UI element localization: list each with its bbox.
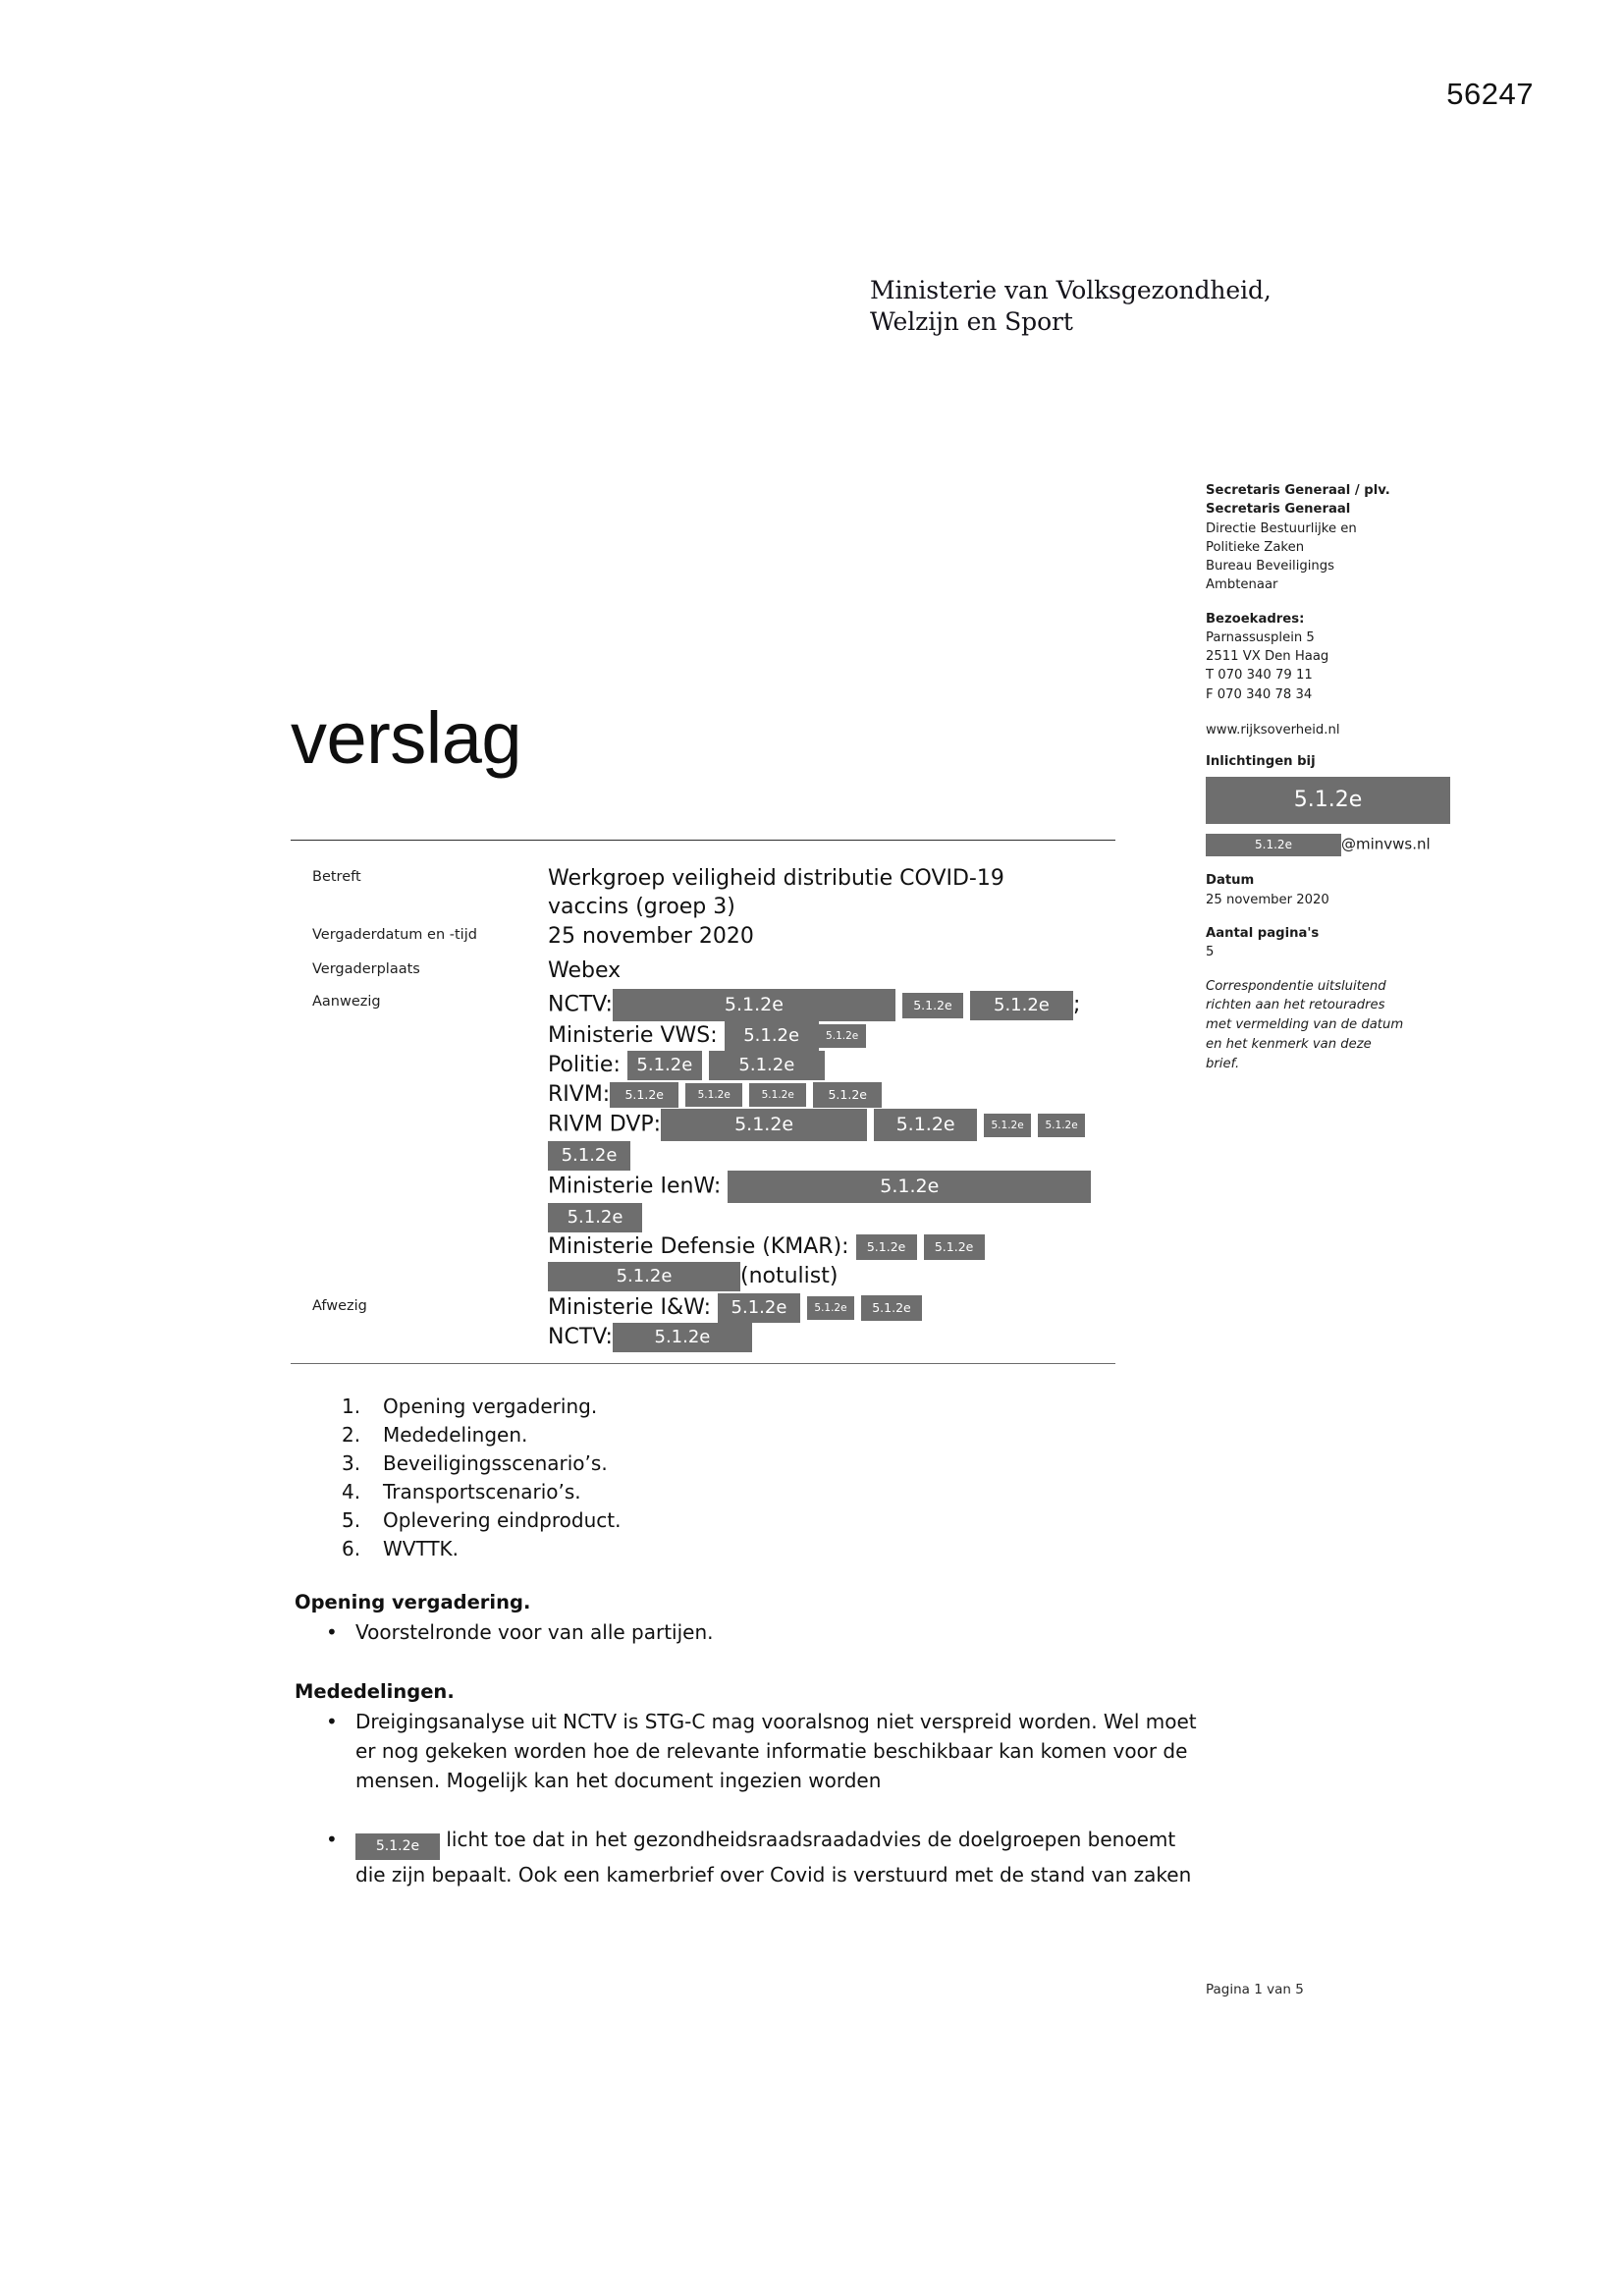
redacted-attendee: 5.1.2e (613, 1323, 752, 1352)
masthead-line-1: Ministerie van Volksgezondheid, (870, 276, 1272, 304)
attendee-line-vws (548, 1021, 1157, 1051)
note-line-1: Correspondentie uitsluitend (1206, 978, 1386, 994)
attendee-line-defensie (548, 1232, 1157, 1290)
attendee-line-nctv (548, 989, 1157, 1021)
opening-bullet-list (295, 1617, 1198, 1647)
meeting-metadata (312, 864, 1157, 1352)
ministry-masthead (870, 275, 1272, 338)
redacted-email-local: 5.1.2e (1206, 834, 1341, 856)
divider-bottom (291, 1363, 1115, 1364)
list-item-text: Dreigingsanalyse uit NCTV is STG-C mag vooralsnog niet verspreid worden. Wel moet er nog gekeken worden hoe de relevante informatie beschikbaar kan komen voor de mensen. Mogelijk kan het document ingezien worden (355, 1710, 1197, 1792)
agenda-item (342, 1535, 621, 1563)
meta-sidebar (1206, 481, 1461, 1074)
agenda-item-label: Transportscenario’s. (383, 1480, 581, 1503)
contact-label: Inlichtingen bij (1206, 754, 1316, 770)
note-line-3: met vermelding van de datum (1206, 1017, 1404, 1033)
agenda-item (342, 1393, 621, 1421)
attendee-label-rivm: RIVM: (548, 1082, 611, 1107)
list-item (295, 1707, 1198, 1795)
agenda-item-label: Opening vergadering. (383, 1394, 598, 1418)
agenda-item-label: Mededelingen. (383, 1423, 528, 1447)
org-line-3: Directie Bestuurlijke en (1206, 520, 1357, 536)
redacted-attendee: 5.1.2e (749, 1083, 806, 1107)
bullet-icon: • (326, 1828, 338, 1851)
list-item-text: Voorstelronde voor van alle partijen. (355, 1620, 714, 1644)
agenda-item (342, 1449, 621, 1478)
subject-line-2: vaccins (groep 3) (548, 895, 735, 920)
attendee-line-rivm (548, 1080, 1157, 1109)
org-line-4: Politieke Zaken (1206, 539, 1305, 555)
org-line-2: Secretaris Generaal (1206, 502, 1351, 518)
redacted-attendee: 5.1.2e (548, 1262, 740, 1291)
metadata-row-subject (312, 864, 1157, 922)
org-line-6: Ambtenaar (1206, 577, 1278, 593)
redacted-attendee: 5.1.2e (728, 1171, 1091, 1203)
page-footer: Pagina 1 van 5 (1206, 1982, 1304, 1997)
document-number: 56247 (1446, 77, 1534, 111)
list-item-text (355, 1825, 1198, 1889)
subject-line-1: Werkgroep veiligheid distributie COVID-19 (548, 866, 1004, 891)
attendee-line-ienw (548, 1171, 1157, 1232)
org-line-1: Secretaris Generaal / plv. (1206, 483, 1390, 498)
section-heading-mededelingen: Mededelingen. (295, 1680, 455, 1703)
subject-label: Betreft (312, 869, 361, 885)
redacted-attendee: 5.1.2e (1038, 1114, 1085, 1137)
mededelingen-bullet-list (295, 1707, 1198, 1889)
attendee-line-politie (548, 1051, 1157, 1080)
metadata-row-present (312, 989, 1157, 1291)
redacted-attendee: 5.1.2e (902, 993, 963, 1018)
contact-block (1206, 752, 1461, 856)
attendee-semicolon: ; (1072, 992, 1081, 1017)
bullet-icon: • (326, 1710, 338, 1733)
redacted-attendee: 5.1.2e (807, 1296, 854, 1320)
redacted-attendee: 5.1.2e (861, 1295, 922, 1321)
pages-label: Aantal pagina's (1206, 925, 1320, 941)
list-item-body: licht toe dat in het gezondheidsraadsraadadvies de doelgroepen benoemt die zijn bepaalt. Ook een kamerbrief over Covid is verstuurd met de stand van zaken (355, 1828, 1192, 1886)
organisation-block (1206, 481, 1461, 595)
present-label: Aanwezig (312, 994, 381, 1010)
pages-block (1206, 924, 1461, 962)
address-block (1206, 610, 1461, 704)
redacted-attendee: 5.1.2e (984, 1114, 1031, 1137)
agenda-item-number: 2. (342, 1423, 361, 1447)
redacted-attendee: 5.1.2e (613, 989, 895, 1021)
attendee-label-politie: Politie: (548, 1053, 621, 1077)
address-line-1: Parnassusplein 5 (1206, 629, 1315, 645)
agenda-item-number: 5. (342, 1508, 361, 1532)
meeting-date-label: Vergaderdatum en -tijd (312, 926, 477, 943)
section-heading-opening: Opening vergadering. (295, 1591, 531, 1613)
redacted-attendee: 5.1.2e (709, 1051, 825, 1080)
masthead-line-2: Welzijn en Sport (870, 307, 1073, 336)
list-item (295, 1617, 1198, 1647)
agenda-item (342, 1421, 621, 1449)
phone-number: T 070 340 79 11 (1206, 668, 1313, 683)
redacted-attendee: 5.1.2e (610, 1082, 678, 1108)
redacted-attendee: 5.1.2e (874, 1109, 977, 1141)
agenda-item-number: 3. (342, 1451, 361, 1475)
attendee-label-nctv: NCTV: (548, 992, 613, 1017)
attendee-label-vws: Ministerie VWS: (548, 1023, 718, 1048)
contact-email (1206, 834, 1461, 856)
note-line-5: brief. (1206, 1056, 1240, 1071)
absent-line-nctv (548, 1323, 1157, 1352)
redacted-attendee: 5.1.2e (813, 1082, 882, 1108)
meeting-place-label: Vergaderplaats (312, 960, 420, 977)
redacted-contact-name: 5.1.2e (1206, 777, 1450, 824)
notulist-text: (notulist) (740, 1263, 839, 1288)
redacted-attendee: 5.1.2e (725, 1021, 819, 1051)
agenda-item (342, 1478, 621, 1506)
address-label: Bezoekadres: (1206, 611, 1305, 627)
attendee-line-rivm-dvp (548, 1109, 1157, 1171)
redacted-attendee: 5.1.2e (970, 991, 1073, 1020)
redacted-attendee: 5.1.2e (627, 1051, 702, 1080)
redacted-attendee: 5.1.2e (856, 1234, 917, 1260)
note-line-4: en het kenmerk van deze (1206, 1036, 1372, 1052)
agenda-item-number: 1. (342, 1394, 361, 1418)
absent-label-iw: Ministerie I&W: (548, 1294, 711, 1320)
date-label: Datum (1206, 873, 1255, 889)
redacted-attendee: 5.1.2e (548, 1141, 630, 1171)
absent-label: Afwezig (312, 1297, 367, 1314)
pages-value: 5 (1206, 945, 1215, 960)
redacted-attendee: 5.1.2e (924, 1234, 985, 1260)
subject-value (548, 864, 1157, 922)
present-value (548, 989, 1157, 1291)
redacted-speaker-name: 5.1.2e (355, 1833, 440, 1860)
redacted-attendee: 5.1.2e (548, 1203, 642, 1232)
absent-line-iw (548, 1293, 1157, 1323)
agenda-item-number: 6. (342, 1537, 361, 1560)
website-url[interactable]: www.rijksoverheid.nl (1206, 722, 1340, 738)
meeting-date-value: 25 november 2020 (548, 923, 754, 949)
metadata-row-absent (312, 1293, 1157, 1352)
absent-value (548, 1293, 1157, 1352)
fax-number: F 070 340 78 34 (1206, 686, 1313, 702)
redacted-attendee: 5.1.2e (685, 1083, 742, 1107)
body-content (295, 1591, 1198, 1923)
agenda-item-label: WVTTK. (383, 1537, 460, 1560)
redacted-attendee: 5.1.2e (661, 1109, 867, 1141)
attendee-label-ienw: Ministerie IenW: (548, 1174, 722, 1199)
attendee-label-defensie: Ministerie Defensie (KMAR): (548, 1234, 849, 1260)
note-line-2: richten aan het retouradres (1206, 998, 1385, 1013)
redacted-attendee: 5.1.2e (819, 1024, 866, 1048)
attendee-label-rivm-dvp: RIVM DVP: (548, 1112, 662, 1137)
agenda-item (342, 1506, 621, 1535)
redacted-attendee: 5.1.2e (718, 1293, 800, 1323)
address-line-2: 2511 VX Den Haag (1206, 649, 1329, 665)
agenda-item-number: 4. (342, 1480, 361, 1503)
bullet-icon: • (326, 1620, 338, 1644)
correspondence-note (1206, 977, 1461, 1074)
meeting-place-value: Webex (548, 957, 622, 983)
org-line-5: Bureau Beveiligings (1206, 559, 1334, 574)
list-item (295, 1825, 1198, 1889)
metadata-row-date (312, 922, 1157, 951)
email-domain: @minvws.nl (1341, 836, 1431, 853)
agenda-list (342, 1393, 621, 1563)
agenda-item-label: Beveiligingsscenario’s. (383, 1451, 608, 1475)
date-value: 25 november 2020 (1206, 892, 1329, 907)
date-block (1206, 871, 1461, 909)
divider-top (291, 840, 1115, 841)
agenda-item-label: Oplevering eindproduct. (383, 1508, 622, 1532)
metadata-row-place (312, 957, 1157, 985)
page-title: verslag (291, 697, 522, 779)
absent-label-nctv: NCTV: (548, 1324, 613, 1349)
